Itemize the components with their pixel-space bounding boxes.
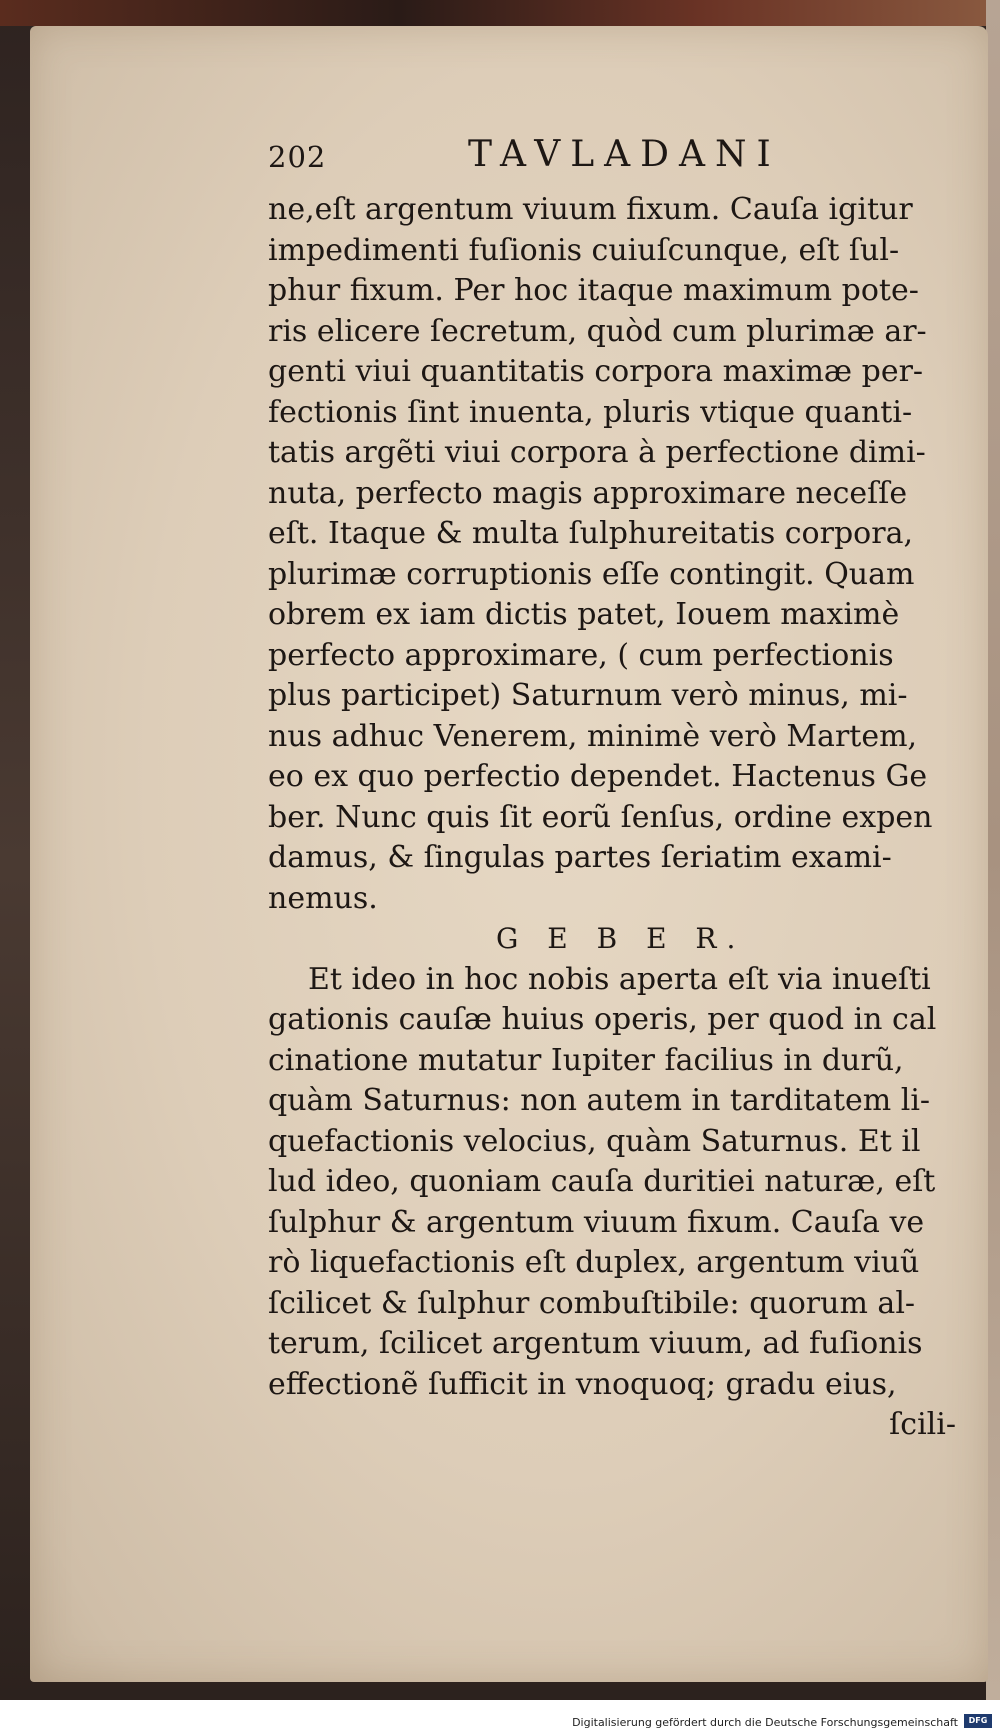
text-line: gationis cauſæ huius operis, per quod in cal — [268, 1002, 937, 1037]
text-line: eſt. Itaque & multa ſulphureitatis corpora, — [268, 516, 913, 551]
text-line: lud ideo, quoniam cauſa duritiei naturæ, eſt — [268, 1164, 936, 1199]
text-line: plurimæ corruptionis eſſe contingit. Quam — [268, 556, 915, 592]
text-line: ſcilicet & ſulphur combuſtibile: quorum al- — [268, 1285, 916, 1321]
book-right-edge — [986, 0, 1000, 1700]
catchword: ſcili- — [889, 1407, 956, 1442]
text-line: ris elicere ſecretum, quòd cum plurimæ ar- — [268, 313, 927, 349]
text-line: perfecto approximare, ( cum perfectionis — [268, 637, 894, 673]
funding-note: Digitalisierung gefördert durch die Deutsche Forschungsgemeinschaft — [572, 1716, 958, 1729]
text-line: Et ideo in hoc nobis aperta eſt via inueſti — [308, 961, 931, 997]
text-line: ne,eſt argentum viuum fixum. Cauſa igitur — [268, 192, 913, 227]
text-line: effectionẽ ſufficit in vnoquoq; gradu eius, — [268, 1366, 897, 1402]
book-top-edge — [0, 0, 1000, 26]
text-line: ſulphur & argentum viuum fixum. Cauſa ve — [268, 1204, 925, 1240]
text-line: ber. Nunc quis ſit eorũ ſenſus, ordine expen — [268, 799, 933, 835]
text-line: rò liquefactionis eſt duplex, argentum viuũ — [268, 1245, 920, 1280]
text-line: damus, & ſingulas partes ſeriatim exami- — [268, 840, 892, 875]
running-head — [268, 134, 848, 190]
text-line: impedimenti fuſionis cuiuſcunque, eſt ſul- — [268, 232, 900, 268]
text-line: terum, ſcilicet argentum viuum, ad fuſionis — [268, 1326, 923, 1361]
page-number: 202 — [268, 140, 327, 174]
text-line: plus participet) Saturnum verò minus, mi- — [268, 678, 908, 713]
text-line: fectionis ſint inuenta, pluris vtique quanti- — [268, 394, 913, 430]
text-line: genti viui quantitatis corpora maximæ per- — [268, 354, 924, 389]
text-line: nus adhuc Venerem, minimè verò Martem, — [268, 718, 918, 754]
text-line: obrem ex iam dictis patet, Iouem maximè — [268, 597, 900, 632]
text-line: nuta, perfecto magis approximare neceſſe — [268, 475, 908, 511]
dfg-logo: DFG — [964, 1714, 992, 1728]
text-line: eo ex quo perfectio dependet. Hactenus Ge — [268, 759, 928, 794]
text-line: quefactionis velocius, quàm Saturnus. Et il — [268, 1123, 921, 1159]
section-heading: G E B E R. — [496, 922, 746, 955]
text-line: tatis argẽti viui corpora à perfectione dimi- — [268, 435, 926, 470]
text-line: phur fixum. Per hoc itaque maximum pote- — [268, 273, 919, 308]
body-text — [268, 190, 968, 1446]
text-line: cinatione mutatur Iupiter facilius in durũ, — [268, 1042, 904, 1078]
text-line: quàm Saturnus: non autem in tarditatem li- — [268, 1083, 931, 1118]
text-line: nemus. — [268, 880, 378, 916]
running-title: TAVLADANI — [468, 134, 781, 175]
